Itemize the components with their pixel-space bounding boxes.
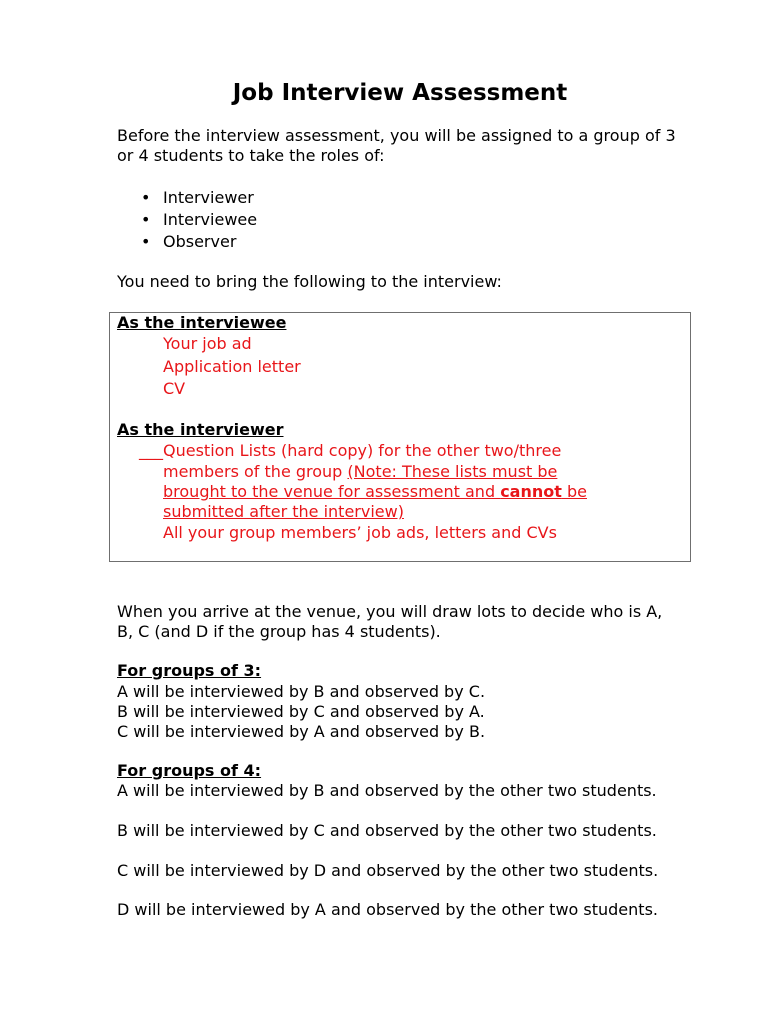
note-text: be: [561, 482, 587, 501]
groups-of-4-line: D will be interviewed by A and observed by the other two students.: [117, 900, 658, 919]
interviewer-heading: As the interviewer: [117, 420, 284, 439]
role-item: [117, 187, 257, 209]
roles-list: [117, 187, 257, 253]
interviewer-item-2: All your group members’ job ads, letters and CVs: [163, 523, 557, 542]
groups-of-3-line: A will be interviewed by B and observed by C.: [117, 682, 486, 701]
note-text: brought to the venue for assessment and: [163, 482, 501, 501]
bullet-icon: •: [141, 210, 151, 229]
bring-intro: You need to bring the following to the interview:: [117, 272, 502, 291]
role-label: Observer: [163, 232, 237, 251]
role-label: Interviewer: [163, 188, 254, 207]
bring-items-box: [109, 312, 691, 562]
document-title: Job Interview Assessment: [232, 80, 568, 106]
emphasis-cannot: cannot: [500, 482, 562, 501]
role-item: [117, 209, 257, 231]
groups-of-4-line: B will be interviewed by C and observed by the other two students.: [117, 821, 657, 840]
interviewee-item: Application letter: [163, 357, 301, 376]
bullet-icon: •: [141, 188, 151, 207]
interviewer-item-1-line: [139, 441, 561, 461]
groups-of-3-heading: For groups of 3:: [117, 661, 262, 680]
groups-of-4-heading: For groups of 4:: [117, 761, 262, 780]
underline-prefix: ___: [139, 441, 163, 460]
interviewer-item-1-line: [163, 482, 587, 502]
role-item: [117, 231, 257, 253]
interviewer-item-1-line: [163, 462, 557, 482]
groups-of-4-line: A will be interviewed by B and observed by the other two students.: [117, 781, 657, 800]
intro-paragraph: Before the interview assessment, you will be assigned to a group of 3 or 4 students to take the roles of:: [117, 126, 676, 165]
groups-of-3-line: B will be interviewed by C and observed by A.: [117, 702, 485, 721]
role-label: Interviewee: [163, 210, 258, 229]
interviewee-item: CV: [163, 379, 186, 398]
interviewer-item-1-line: submitted after the interview): [163, 502, 404, 521]
interviewer-item-1-text: Question Lists (hard copy) for the other two/three: [163, 441, 562, 460]
note-text: (Note: These lists must be: [347, 462, 558, 481]
groups-of-3-line: C will be interviewed by A and observed by B.: [117, 722, 486, 741]
interviewee-heading: As the interviewee: [117, 313, 287, 332]
groups-of-4-line: C will be interviewed by D and observed by the other two students.: [117, 861, 659, 880]
interviewee-item: Your job ad: [163, 334, 252, 353]
draw-lots-paragraph: When you arrive at the venue, you will draw lots to decide who is A, B, C (and D if the group has 4 students).: [117, 602, 663, 641]
interviewer-item-1-text: members of the group: [163, 462, 348, 481]
bullet-icon: •: [141, 232, 151, 251]
